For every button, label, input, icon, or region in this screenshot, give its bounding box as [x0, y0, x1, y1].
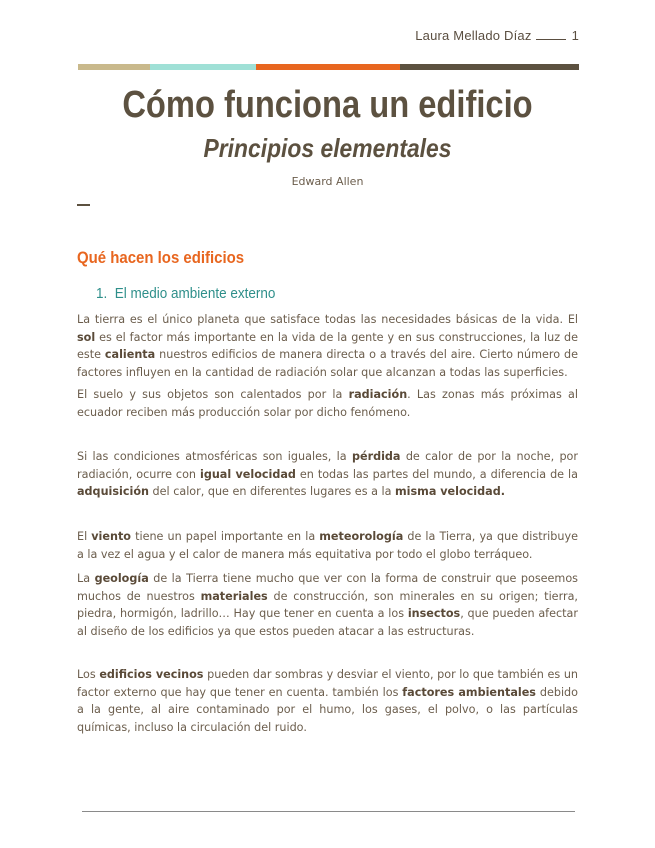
title-divider: [77, 204, 90, 206]
bold-term: calienta: [104, 348, 156, 361]
text-run: El suelo y sus objetos son calentados por la: [77, 388, 349, 401]
text-run: debido a la gente, al aire contaminado por el humo, los gases, el polvo, o las partículas químicas, incluso la circulación del ruido.: [77, 685, 579, 734]
page-header: [415, 28, 579, 43]
bold-term: radiación: [348, 388, 408, 401]
text-run: de calor de por la noche, por radiación, ocurre con: [77, 450, 578, 481]
bold-term: viento: [91, 530, 131, 543]
paragraph-4: [77, 528, 578, 563]
paragraph-1: [77, 311, 578, 381]
text-run: Si las condiciones atmosféricas son iguales, la: [77, 450, 352, 463]
text-run: La: [77, 572, 95, 585]
text-run: El: [77, 530, 92, 543]
bold-term: misma velocidad.: [395, 485, 505, 498]
subsection-text: El medio ambiente externo: [114, 285, 276, 302]
bold-term: materiales: [200, 589, 268, 603]
subsection-heading: [96, 285, 275, 302]
color-bar-segment-2: [150, 64, 256, 70]
bold-term: sol: [77, 330, 96, 344]
text-run: de la Tierra tiene mucho que ver con la forma de construir que poseemos muchos de nuestros: [77, 572, 578, 603]
bold-term: meteorología: [319, 530, 404, 543]
text-run: del calor, que en diferentes lugares es a la: [148, 485, 396, 498]
decorative-color-bar: [78, 64, 579, 70]
bold-term: pérdida: [351, 450, 401, 463]
header-blank-line: [536, 29, 566, 40]
text-run: en todas las partes del mundo, a diferencia de la: [295, 467, 578, 481]
color-bar-segment-3: [256, 64, 400, 70]
footer-divider: [82, 811, 575, 812]
text-run: tiene un papel importante en la: [130, 530, 320, 543]
text-run: pueden dar sombras y desviar el viento, por lo que también es un factor externo que hay que tener en cuenta. también los: [77, 668, 578, 699]
text-run: nuestros edificios de manera directa o a través del aire. Cierto número de factores influyen en la cantidad de radiación solar que alcanzan a todas las superficies.: [77, 348, 578, 379]
color-bar-segment-4: [400, 64, 579, 70]
color-bar-segment-1: [78, 64, 150, 70]
header-author-name: Laura Mellado Díaz: [415, 28, 532, 43]
bold-term: geología: [94, 572, 149, 585]
text-run: es el factor más importante en la vida de la gente y en sus construcciones, la luz de este: [77, 330, 578, 361]
bold-term: igual velocidad: [199, 467, 296, 481]
text-run: La tierra es el único planeta que satisface todas las necesidades básicas de la vida. El: [77, 313, 578, 326]
subsection-number: 1.: [96, 285, 108, 302]
text-run: Los: [77, 668, 100, 681]
text-run: . Las zonas más próximas al ecuador reciben más producción solar por dicho fenómeno.: [77, 388, 578, 419]
paragraph-5: [77, 570, 578, 640]
bold-term: adquisición: [77, 485, 149, 498]
bold-term: factores ambientales: [402, 685, 536, 699]
text-run: de construcción, son minerales en su origen; tierra, piedra, hormigón, ladrillo… Hay que tener en cuenta a los: [77, 589, 578, 620]
text-run: , que pueden afectar al diseño de los edificios ya que estos pueden atacar a las estructuras.: [77, 607, 578, 638]
document-title: Cómo funciona un edificio: [122, 84, 533, 126]
document-subtitle: Principios elementales: [203, 133, 452, 163]
bold-term: edificios vecinos: [99, 668, 204, 681]
section-heading: Qué hacen los edificios: [77, 248, 245, 267]
header-page-number: 1: [571, 28, 579, 43]
document-author: Edward Allen: [291, 175, 364, 188]
paragraph-6: [77, 666, 578, 736]
paragraph-3: [77, 448, 578, 501]
bold-term: insectos: [407, 607, 461, 620]
text-run: de la Tierra, ya que distribuye a la vez el agua y el calor de manera más equitativa por todo el globo terráqueo.: [77, 530, 578, 561]
paragraph-2: [77, 386, 578, 421]
